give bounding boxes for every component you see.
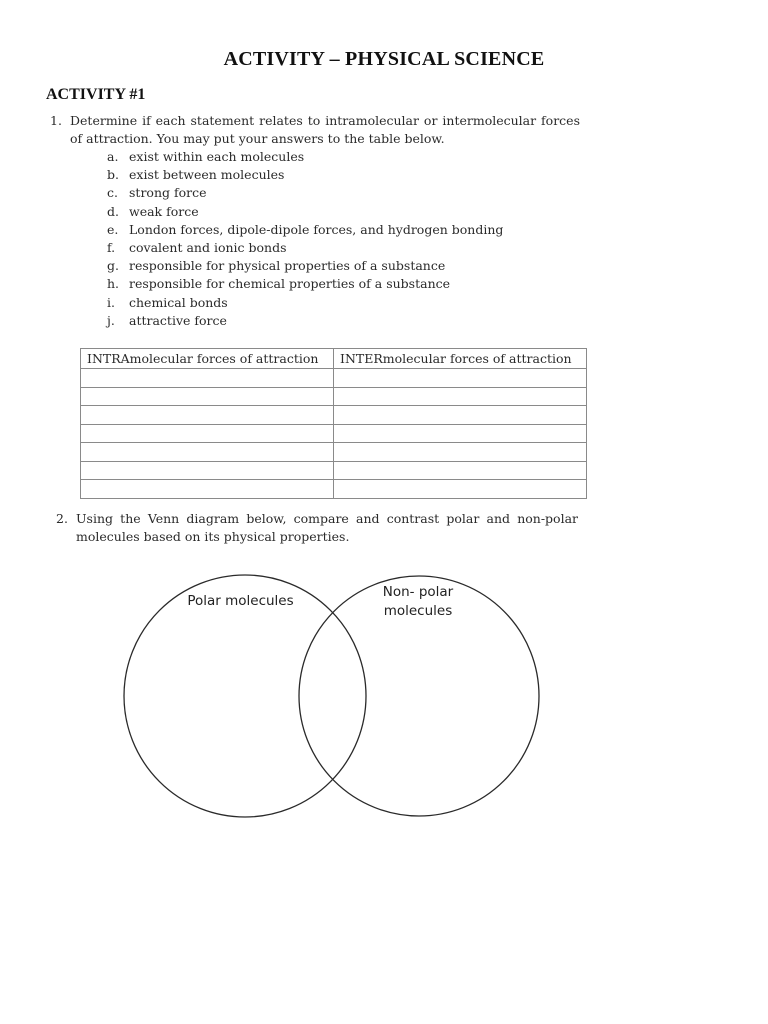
statement-letter: j. [107, 312, 115, 328]
statement-text: weak force [129, 203, 199, 219]
statement-letter: i. [107, 294, 115, 310]
statement-letter: d. [107, 203, 119, 219]
question-1-text: Determine if each statement relates to intramolecular or intermolecular forces of attraction. You may put your answers to the table below. [70, 113, 580, 146]
statement-text: attractive force [129, 312, 227, 328]
statement-text: covalent and ionic bonds [129, 239, 287, 255]
question-2-text: Using the Venn diagram below, compare and contrast polar and non-polar molecules based on its physical properties. [76, 511, 578, 544]
intramolecular-column-header: INTRAmolecular forces of attraction [81, 349, 334, 369]
activity-heading: ACTIVITY #1 [46, 86, 146, 103]
statement-letter: g. [107, 258, 119, 274]
statement-letter: f. [107, 239, 116, 255]
page-title: ACTIVITY – PHYSICAL SCIENCE [223, 48, 545, 70]
statement-text: exist within each molecules [129, 149, 305, 164]
statement-text: chemical bonds [129, 294, 228, 310]
statement-letter: b. [107, 167, 119, 183]
venn-right-label-line1: Non- polar [382, 584, 454, 600]
statement-text: responsible for physical properties of a substance [129, 258, 446, 274]
statement-text: responsible for chemical properties of a substance [129, 276, 451, 292]
question-1-number: 1. [50, 113, 62, 128]
statement-text: London forces, dipole-dipole forces, and hydrogen bonding [129, 221, 504, 237]
statement-text: strong force [129, 185, 207, 201]
venn-left-circle [124, 575, 366, 817]
question-2-number: 2. [56, 511, 68, 526]
venn-right-label [358, 583, 478, 621]
statement-letter: e. [107, 221, 119, 237]
intermolecular-column-header: INTERmolecular forces of attraction [334, 349, 587, 369]
statement-text: exist between molecules [129, 167, 285, 183]
venn-left-label: Polar molecules [187, 593, 294, 609]
venn-right-label-line2: molecules [383, 603, 453, 619]
statement-letter: c. [107, 185, 118, 201]
statement-letter: a. [107, 149, 119, 164]
statement-letter: h. [107, 276, 120, 292]
